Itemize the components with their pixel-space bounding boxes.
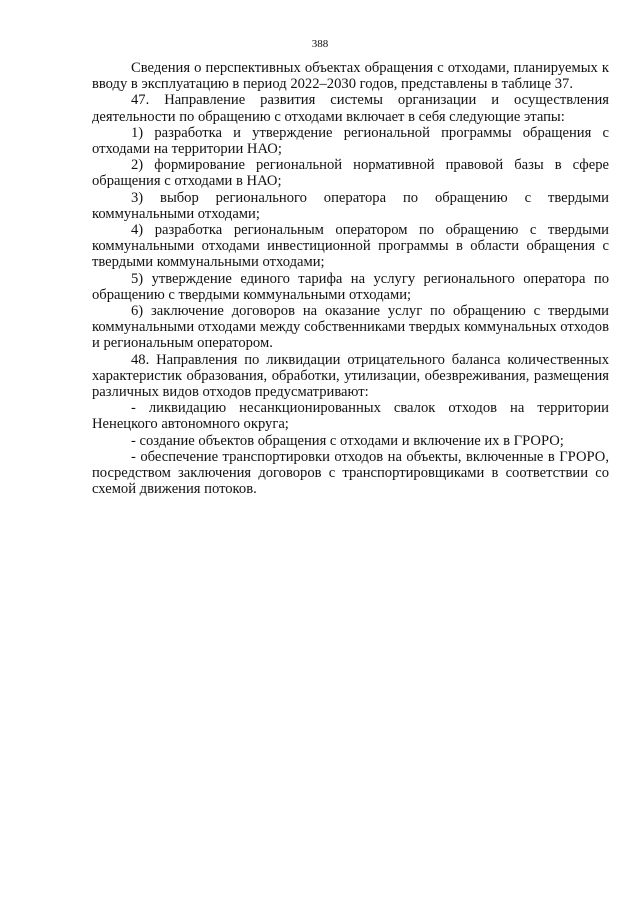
list-item-stage-6: 6) заключение договоров на оказание услуг по обращению с твердыми коммунальными отходами между собственниками твердых коммунальных отходов и региональным оператором. — [92, 303, 609, 352]
list-item-stage-3: 3) выбор регионального оператора по обращению с твердыми коммунальными отходами; — [92, 189, 609, 222]
list-item-dump-liquidation: - ликвидацию несанкционированных свалок отходов на территории Ненецкого автономного округа; — [92, 400, 609, 433]
document-body — [92, 60, 609, 497]
list-item-stage-5: 5) утверждение единого тарифа на услугу регионального оператора по обращению с твердыми коммунальными отходами; — [92, 270, 609, 303]
list-item-objects-creation: - создание объектов обращения с отходами и включение их в ГРОРО; — [131, 432, 564, 449]
list-item-stage-2: 2) формирование региональной нормативной правовой базы в сфере обращения с отходами в НАО; — [92, 157, 609, 190]
paragraph-section-47: 47. Направление развития системы организации и осуществления деятельности по обращению с отходами включает в себя следующие этапы: — [92, 92, 609, 125]
page-number: 388 — [311, 38, 329, 50]
list-item-stage-4: 4) разработка региональным оператором по обращению с твердыми коммунальными отходами инвестиционной программы в области обращения с твердыми коммунальными отходами; — [92, 222, 609, 271]
paragraph-section-48: 48. Направления по ликвидации отрицательного баланса количественных характеристик образования, обработки, утилизации, обезвреживания, размещения различных видов отходов предусматривают: — [92, 351, 609, 401]
list-item-stage-1: 1) разработка и утверждение региональной программы обращения с отходами на территории НАО; — [92, 124, 609, 158]
list-item-transportation: - обеспечение транспортировки отходов на объекты, включенные в ГРОРО, посредством заключения договоров с транспортировщиками в соответствии со схемой движения потоков. — [92, 448, 609, 498]
paragraph-table-reference: Сведения о перспективных объектах обращения с отходами, планируемых к вводу в эксплуатацию в период 2022–2030 годов, представлены в таблице 37. — [92, 60, 609, 93]
